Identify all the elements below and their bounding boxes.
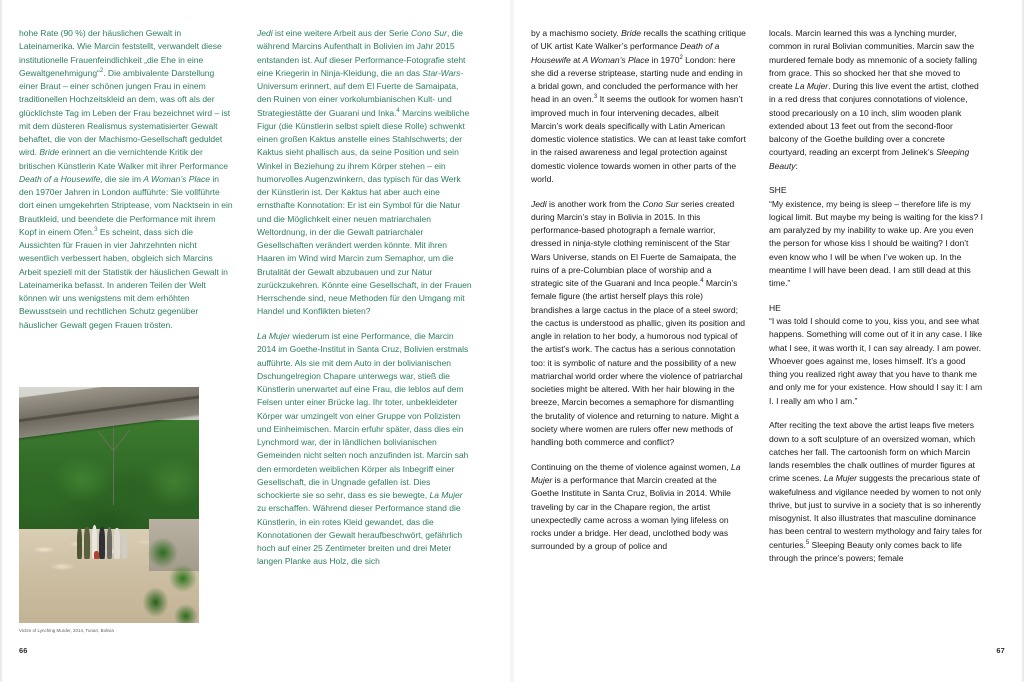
text-run: in 1970 xyxy=(649,54,680,65)
text-run: : xyxy=(795,160,798,171)
text-column-3 xyxy=(531,27,746,554)
text-column-2 xyxy=(257,27,472,569)
paragraph-de-3 xyxy=(257,330,472,569)
text-run: is a performance that Marcin created at the Goethe Institute in Santa Cruz, Bolivia in 2014. While traveling by car in the Chapare region, the artist unexpectedly came across a woman lying lifeless on rocks under a bridge. Her dead, unclothed body was surrounded by a group of police and xyxy=(531,475,731,552)
title-italic: La Mujer xyxy=(823,473,857,484)
paragraph-de-1 xyxy=(19,27,234,332)
figure-caption: Victim of Lynching Murder, 2014, Tunari, Bolivia xyxy=(19,628,114,633)
text-run: in den 1970er Jahren in London aufführte: Sie vollführte dort einen umgekehrten Striptease, vom Nacktsein in ein Brautkleid, und beendete die Performance mit ihrem Kopf in einem Ofen. xyxy=(19,173,233,237)
text-run: zu erschaffen. Während dieser Performance stand die Künstlerin, in ein rotes Kleid gewandet, das die Konnotationen der Gewalt heraufbeschwört, gefährlich hoch auf einer 25 Zentimeter breiten und drei Meter langen Planke aus Holz, die sich xyxy=(257,503,463,567)
photo-person xyxy=(77,527,83,560)
title-italic: Bride xyxy=(621,28,641,38)
text-run: by a machismo society. xyxy=(531,28,622,38)
speaker-label-she: SHE xyxy=(769,185,787,196)
photo-crowd xyxy=(77,524,135,559)
title-italic: Death of a Housewife xyxy=(531,41,720,65)
text-run: suggests the precarious state of wakefulness and vigilance needed by women to not only thrive, but just to survive in a society that is so inherently misogynist. It also illustrates that masculine dominance has been central to western mythology and fairy tales for centuries. xyxy=(769,473,983,550)
page-number-left: 66 xyxy=(19,646,28,655)
text-run: Sleeping Beauty only comes back to life through the prince’s powers; female xyxy=(769,539,962,563)
footnote-ref: 2 xyxy=(99,67,104,74)
footnote-ref: 4 xyxy=(396,107,400,114)
photo-red-object xyxy=(94,551,99,559)
text-run: , die sie im xyxy=(100,173,144,184)
text-run: . During this live event the artist, clothed in a red dress that conjures connotations of violence, stood precariously on a 10 inch, slim wooden plank extended about 13 feet out from the second-floor balcony of the Goethe building over a concrete courtyard, reading an excerpt from Jelinek’s xyxy=(769,81,979,158)
photo-person xyxy=(114,528,120,559)
text-run: Marcins weibliche Figur (die Künstlerin selbst spielt diese Rolle) schwenkt einen großen Kaktus anstelle eines Stahlschwerts; der Kaktus sieht phallisch aus, da seine Position und sein Winkel in Beziehung zu ihrem Körper stehen – ein humorvolles Augenzwinkern, das typisch für das Werk der Künstlerin ist. Der Kaktus hat aber auch eine ernsthafte Konnotation: Er ist ein Symbol für die Natur und die Möglichkeit einer neuen matriarchalen Weltordnung, in der die Gewalt patriarchaler Gesellschaften verändert werden könnte. Mit ihren Haaren im Wind wird Marcin zum Semaphor, um die Brutalität der Gewalt abzubauen und zur Natur zurückzukehren. Könnte eine Gesellschaft, in der Frauen Herrschende sind, neue Methoden für den Umgang mit Handel und Konflikten bieten? xyxy=(257,107,472,317)
dialogue-she xyxy=(769,184,984,290)
title-italic: La Mujer xyxy=(795,81,829,91)
title-italic: A Woman’s Place xyxy=(582,54,650,65)
text-run: series created during Marcin’s stay in Bolivia in 2015. In this performance-based photograph a female warrior, dressed in ninja-style clothing reminiscent of the Star Wars Universe, stands on El Fuerte de Samaipata, the ruins of a pre-Columbian place of worship and a strategic site of the Guarani and Inca people. xyxy=(531,198,737,288)
text-run: Marcin’s female figure (the artist herself plays this role) brandishes a large cactus in the place of a steel sword; the cactus is understood as phallic, given its position and angle in relation to her body, a humorous nod typical of the artist’s work. The cactus has a serious connotation too: it is symbolic of nature and the possibility of a new matriarchal world order where the violence of patriarchal societies might be altered. With her hair blowing in the breeze, Marcin becomes a semaphore for dismantling the brutality of violence and returning to nature. Might a society where women are rulers offer new methods of handling both commerce and conflict? xyxy=(531,278,746,447)
text-run: erinnert an die vernichtende Kritik der britischen Künstlerin Kate Walker mit ihrer Performance xyxy=(19,147,229,171)
paragraph-en-5 xyxy=(769,419,984,565)
paragraph-en-3 xyxy=(531,461,746,554)
photo-person xyxy=(122,530,128,560)
title-italic: La Mujer xyxy=(257,331,291,341)
footnote-ref: 5 xyxy=(805,539,810,546)
text-run: -Universum erinnert, auf dem El Fuerte de Samaipata, den Ruinen von einer vorkolumbianischen Kult- und Strategiestätte der Guarani und Inka. xyxy=(257,67,464,118)
photograph xyxy=(19,387,199,623)
quote-she: “My existence, my being is sleep – therefore life is my logical limit. But maybe my being is waiting for the kiss? I am paralyzed by my inability to wake up. Are you even the person for whose kiss I should be waiting? I don’t even know who I will be when I’ve woken up. In the meantime I will have been dead. I am still dead at this time.” xyxy=(769,198,983,288)
title-italic: Sleeping Beauty xyxy=(769,147,970,171)
paragraph-de-2 xyxy=(257,27,472,319)
text-run: It seems the outlook for women hasn’t improved much in four intervening decades, albeit Marcin’s work deals specifically with Latin American domestic violence statistics. We can at least take comfort in the raised awareness and legal protection against domestic violence towards women in other parts of the world. xyxy=(531,94,746,184)
title-italic: La Mujer xyxy=(531,461,741,485)
title-italic: Bride xyxy=(39,147,60,158)
paragraph-en-1 xyxy=(531,27,746,186)
text-run: Es scheint, dass sich die Aussichten für Frauen in vier Jahrzehnten nicht wesentlich verbessert haben, obgleich sich Marcins Arbeit speziell mit der Statistik der häuslichen Gewalt in Lateinamerika befasst. In anderen Teilen der Welt können wir uns wenigstens mit dem erhöhten Bewusstsein und rechtlichen Schutz gegenüber häuslicher Gewalt gegen Frauen trösten. xyxy=(19,226,228,330)
photo-person xyxy=(107,527,113,560)
text-column-4 xyxy=(769,27,984,565)
paragraph-en-4 xyxy=(769,27,984,173)
title-italic: La Mujer xyxy=(429,490,463,500)
text-column-1 xyxy=(19,27,234,332)
text-run: ist eine weitere Arbeit aus der Serie xyxy=(272,28,412,38)
page-right xyxy=(512,0,1024,682)
page-number-right: 67 xyxy=(996,646,1005,655)
title-italic: Star-Wars xyxy=(422,67,461,78)
text-run: hohe Rate (90 %) der häuslichen Gewalt in Lateinamerika. Wie Marcin feststellt, verwandelt diese institutionelle Frauenfeindlichkeit „die Ehe in eine Gewaltgenehmigung“ xyxy=(19,28,222,78)
paragraph-en-2 xyxy=(531,198,746,450)
photo-pole xyxy=(113,425,115,505)
figure-lynching-photo xyxy=(19,387,199,634)
text-run: wiederum ist eine Performance, die Marcin 2014 im Goethe-Institut in Santa Cruz, Bolivien erstmals aufführte. Als sie mit dem Auto in der bolivianischen Dschungelregion Chapare unterwegs war, stieß die Künstlerin unerwartet auf eine Frau, die leblos auf dem Felsen unter einer Brücke lag. Ihr toter, unbekleideter Körper war umzingelt von einer Gruppe von Polizisten und Einheimischen. Marcin erfuhr später, dass dies ein Lynchmord war, der in ländlichen bolivianischen Gemeinden nicht selten noch anzufinden ist. Marcin sah den ermordeten weiblichen Körper als Inbegriff einer Gesellschaft, die in Ungnade gefallen ist. Dies schockierte sie so sehr, dass es sie bewegte, xyxy=(257,331,469,500)
text-run: . Die ambivalente Darstellung einer Braut – einer schönen jungen Frau in einem traditionellen Hochzeitskleid an dem, was oft als der glücklichste Tag im Leben der Frau bezeichnet wird – ist mit dem düsteren Realismus systematisierter Gewalt behaftet, die von der Machismo-Gesellschaft geduldet wird. xyxy=(19,67,231,158)
title-italic: Cono Sur xyxy=(642,198,679,209)
quote-he: “I was told I should come to you, kiss you, and see what happens. Something will come out of it in any case. I like what I see, it was worth it, I can say already. I am power. Whoever goes against me, loses himself. It’s a good thing you realized right away that you have to thank me and only me for your existence. How should I say it: I am I. I really am who I am.” xyxy=(769,316,983,406)
text-run: London: here she did a reverse striptease, starting nude and ending in a bridal gown, and concluded the performance with her head in an oven. xyxy=(531,54,743,105)
photo-person xyxy=(99,527,105,560)
text-run: recalls the scathing critique of UK artist Kate Walker’s performance xyxy=(531,28,746,52)
footnote-ref: 4 xyxy=(700,278,704,285)
title-italic: Jedi xyxy=(257,28,273,38)
footnote-ref: 3 xyxy=(94,226,98,233)
text-run: locals. Marcin learned this was a lynching murder, common in rural Bolivian communities. Marcin saw the murdered female body as mnemonic of a society falling from grace. This so shocked her that she moved to create xyxy=(769,28,977,91)
text-run: is another work from the xyxy=(546,198,643,209)
footnote-ref: 2 xyxy=(679,54,683,61)
photo-person xyxy=(84,527,90,560)
title-italic: Cono Sur xyxy=(411,28,447,38)
text-run: Continuing on the theme of violence against women, xyxy=(531,461,731,472)
title-italic: Death of a Housewife xyxy=(19,173,101,184)
title-italic: Jedi xyxy=(531,198,547,209)
text-run: , die während Marcins Aufenthalt in Bolivien im Jahr 2015 entstanden ist. Auf dieser Performance-Fotografie steht eine Kriegerin in Ninja-Kleidung, die an das xyxy=(257,28,466,78)
photo-foreground-foliage xyxy=(134,533,199,623)
dialogue-he xyxy=(769,302,984,408)
text-run: After reciting the text above the artist leaps five meters down to a soft sculpture of an oversized woman, which catches her fall. The cartoonish form on which Marcin lands resembles the chalk outlines of murder figures at crime scenes. xyxy=(769,420,976,484)
footnote-ref: 3 xyxy=(593,94,598,101)
speaker-label-he: HE xyxy=(769,302,781,313)
title-italic: A Woman’s Place xyxy=(143,173,210,184)
text-run: at xyxy=(570,54,583,65)
